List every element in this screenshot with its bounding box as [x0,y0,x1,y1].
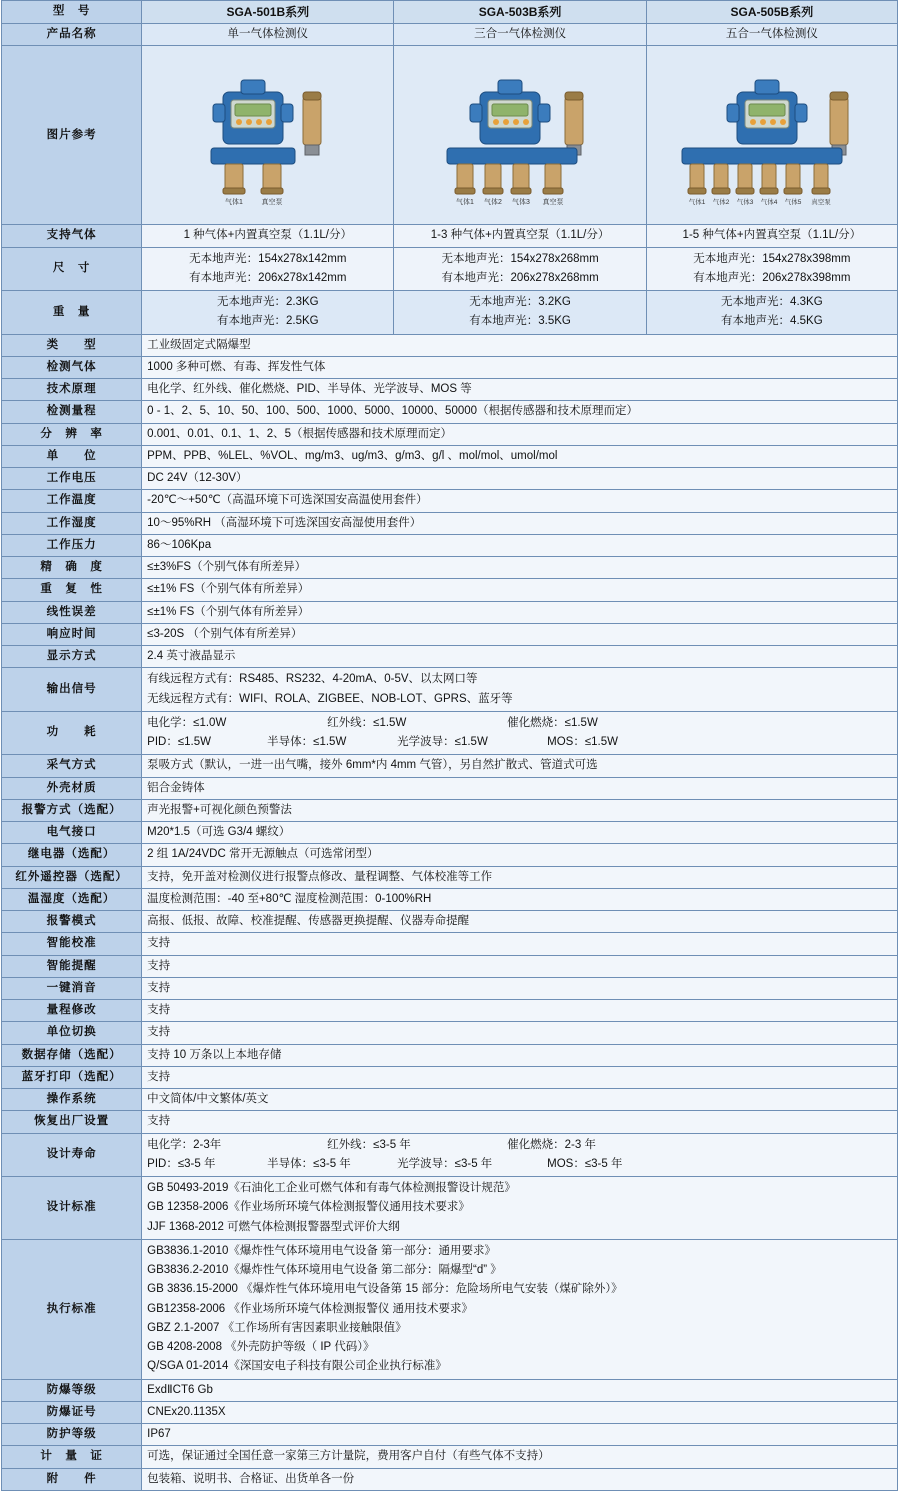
row-label-principle: 技术原理 [2,379,142,401]
row-label-ip-level: 防护等级 [2,1424,142,1446]
life-pid: PID：≤3-5 年 [147,1157,216,1170]
table-row [2,623,898,645]
table-row [2,1066,898,1088]
table-row [2,247,898,291]
life-semi: 半导体：≤3-5 年 [267,1157,351,1170]
row-label-accuracy: 精 确 度 [2,557,142,579]
table-row [2,24,898,46]
value-bt-print-opt: 支持 [142,1066,898,1088]
svg-text:气体2: 气体2 [712,199,730,207]
exec-std-6: GB 4208-2008 《外壳防护等级（ IP 代码）》 [147,1341,375,1353]
size-1-line1: 无本地声光：154x278x142mm [189,252,347,265]
design-life-line2 [147,1155,892,1174]
output-wired: 有线远程方式有：RS485、RS232、4-20mA、0-5V、以太网口等 [147,673,478,686]
weight-1-line1: 无本地声光：2.3KG [216,296,319,308]
table-row [2,379,898,401]
table-row [2,866,898,888]
power-pid: PID：≤1.5W [147,736,211,748]
table-row [2,822,898,844]
life-optical: 光学波导：≤3-5 年 [397,1157,493,1170]
value-alarm-mode-opt: 声光报警+可视化颜色预警法 [142,799,898,821]
value-relay: 2 组 1A/24VDC 常开无源触点（可选常闭型） [142,844,898,866]
row-label-unit-switch: 单位切换 [2,1022,142,1044]
row-label-interface: 电气接口 [2,822,142,844]
power-electro: 电化学：≤1.0W [147,716,227,729]
value-accuracy: ≤±3%FS（个别气体有所差异） [142,557,898,579]
value-design-std [142,1177,898,1240]
table-row [2,977,898,999]
value-response: ≤3-20S （个别气体有所差异） [142,623,898,645]
table-row [2,1177,898,1240]
life-electro: 电化学：2-3年 [147,1138,222,1151]
value-range-mod: 支持 [142,1000,898,1022]
table-row [2,46,898,225]
row-label-humidity: 工作湿度 [2,512,142,534]
svg-text:气体1: 气体1 [456,199,475,207]
row-label-remote: 红外遥控器（选配） [2,866,142,888]
table-row [2,1424,898,1446]
value-ex-cert: CNEx20.1135X [142,1401,898,1423]
weight-2-line1: 无本地声光：3.2KG [469,296,571,308]
row-label-ex-level: 防爆等级 [2,1379,142,1401]
value-repeat: ≤±1% FS（个别气体有所差异） [142,579,898,601]
device-image-1 [142,46,394,225]
size-3 [646,247,897,291]
exec-std-7: Q/SGA 01-2014《深国安电子科技有限公司企业执行标准》 [147,1360,447,1373]
model-title-2: SGA-503B系列 [394,1,646,24]
row-label-exec-std: 执行标准 [2,1239,142,1379]
row-label-model: 型 号 [2,1,142,24]
detector-svg-2 [405,52,635,212]
value-temperature: -20℃～+50℃（高温环境下可选深国安高温使用套件） [142,490,898,512]
value-linear: ≤±1% FS（个别气体有所差异） [142,601,898,623]
weight-2-line2: 有本地声光：3.5KG [469,315,571,328]
value-ip-level: IP67 [142,1424,898,1446]
table-row [2,646,898,668]
weight-1-line2: 有本地声光：2.5KG [216,315,319,328]
design-std-3: JJF 1368-2012 可燃气体检测报警器型式评价大纲 [147,1220,400,1233]
row-label-pressure: 工作压力 [2,534,142,556]
power-cat: 催化燃烧：≤1.5W [507,716,598,729]
device-image-3 [646,46,897,225]
model-title-3: SGA-505B系列 [646,1,897,24]
value-ex-level: ExdⅡCT6 Gb [142,1379,898,1401]
value-exec-std [142,1239,898,1379]
table-row [2,668,898,712]
table-row [2,1,898,24]
row-label-detect-gas: 检测气体 [2,356,142,378]
table-row [2,1401,898,1423]
row-label-range: 检测量程 [2,401,142,423]
row-label-smart-remind: 智能提醒 [2,955,142,977]
value-smart-remind: 支持 [142,955,898,977]
value-display: 2.4 英寸液晶显示 [142,646,898,668]
power-ir: 红外线：≤1.5W [327,716,407,729]
weight-3-line2: 有本地声光：4.5KG [721,315,823,328]
size-2 [394,247,646,291]
table-row [2,1239,898,1379]
row-label-size: 尺 寸 [2,247,142,291]
table-row [2,1133,898,1177]
table-row [2,1468,898,1490]
row-label-alarm-mode-opt: 报警方式（选配） [2,799,142,821]
support-gas-2: 1-3 种气体+内置真空泵（1.1L/分） [394,225,646,247]
life-cat: 催化燃烧：2-3 年 [507,1138,596,1151]
table-row [2,1111,898,1133]
size-3-line1: 无本地声光：154x278x398mm [693,252,851,265]
row-label-support-gas: 支持气体 [2,225,142,247]
product-name-1: 单一气体检测仪 [142,24,394,46]
power-semi: 半导体：≤1.5W [267,736,347,748]
value-humidity: 10～95%RH （高湿环境下可选深国安高湿使用套件） [142,512,898,534]
design-std-2: GB 12358-2006《作业场所环境气体检测报警仪通用技术要求》 [147,1201,470,1214]
table-row [2,1044,898,1066]
value-design-life [142,1133,898,1177]
detector-svg-3 [652,52,892,212]
table-row [2,1379,898,1401]
value-principle: 电化学、红外线、催化燃烧、PID、半导体、光学波导、MOS 等 [142,379,898,401]
detector-illustration-2 [405,52,635,212]
product-name-2: 三合一气体检测仪 [394,24,646,46]
row-label-image-ref: 图片参考 [2,46,142,225]
table-row [2,1089,898,1111]
row-label-smart-cal: 智能校准 [2,933,142,955]
exec-std-1: GB3836.1-2010《爆炸性气体环境用电气设备 第一部分：通用要求》 [147,1244,497,1257]
value-pressure: 86～106Kpa [142,534,898,556]
size-3-line2: 有本地声光：206x278x398mm [693,271,851,284]
svg-text:气体5: 气体5 [784,199,802,207]
table-row [2,1446,898,1468]
row-label-weight: 重 量 [2,291,142,335]
value-unit: PPM、PPB、%LEL、%VOL、mg/m3、ug/m3、g/m3、g/l 、mol/mol、umol/mol [142,445,898,467]
detector-illustration-1 [153,52,383,212]
table-row [2,933,898,955]
value-metrology: 可选，保证通过全国任意一家第三方计量院，费用客户自付（有些气体不支持） [142,1446,898,1468]
power-line2 [147,733,892,752]
table-row [2,1022,898,1044]
table-row [2,1000,898,1022]
value-range: 0 - 1、2、5、10、50、100、500、1000、5000、10000、50000（根据传感器和技术原理而定） [142,401,898,423]
life-mos: MOS：≤3-5 年 [547,1157,623,1170]
value-interface: M20*1.5（可选 G3/4 螺纹） [142,822,898,844]
table-row [2,334,898,356]
detector-illustration-3 [652,52,892,212]
row-label-unit: 单 位 [2,445,142,467]
row-label-design-std: 设计标准 [2,1177,142,1240]
exec-std-2: GB3836.2-2010《爆炸性气体环境用电气设备 第二部分：隔爆型“d” 》 [147,1264,502,1276]
svg-text:气体1: 气体1 [688,199,706,207]
size-2-line2: 有本地声光：206x278x268mm [441,271,599,284]
table-row [2,777,898,799]
table-row [2,888,898,910]
exec-std-3: GB 3836.15-2000 《爆炸性气体环境用电气设备第 15 部分：危险场所电气安装（煤矿除外）》 [147,1283,623,1296]
table-row [2,601,898,623]
svg-text:气体2: 气体2 [484,199,503,207]
svg-text:气体3: 气体3 [512,199,531,207]
svg-text:真空泵: 真空泵 [811,199,831,207]
value-smart-cal: 支持 [142,933,898,955]
power-optical: 光学波导：≤1.5W [397,736,488,748]
value-remote: 支持，免开盖对检测仪进行报警点修改、量程调整、气体校准等工作 [142,866,898,888]
value-temp-hum-opt: 温度检测范围：-40 至+80℃ 湿度检测范围：0-100%RH [142,888,898,910]
value-detect-gas: 1000 多种可燃、有毒、挥发性气体 [142,356,898,378]
row-label-accessory: 附 件 [2,1468,142,1490]
row-label-bt-print-opt: 蓝牙打印（选配） [2,1066,142,1088]
weight-1 [142,291,394,335]
row-label-display: 显示方式 [2,646,142,668]
spec-table [1,0,898,1491]
row-label-metrology: 计 量 证 [2,1446,142,1468]
row-label-resolution: 分 辨 率 [2,423,142,445]
row-label-design-life: 设计寿命 [2,1133,142,1177]
support-gas-3: 1-5 种气体+内置真空泵（1.1L/分） [646,225,897,247]
svg-text:气体1: 气体1 [224,199,243,207]
row-label-relay: 继电器（选配） [2,844,142,866]
value-os: 中文简体/中文繁体/英文 [142,1089,898,1111]
weight-3-line1: 无本地声光：4.3KG [721,296,823,308]
size-1 [142,247,394,291]
table-row [2,711,898,755]
value-one-key: 支持 [142,977,898,999]
table-row [2,557,898,579]
value-storage-opt: 支持 10 万条以上本地存储 [142,1044,898,1066]
table-row [2,512,898,534]
row-label-alarm-mode: 报警模式 [2,911,142,933]
svg-text:真空泵: 真空泵 [261,199,283,207]
table-row [2,490,898,512]
value-voltage: DC 24V（12-30V） [142,468,898,490]
value-unit-switch: 支持 [142,1022,898,1044]
svg-text:气体3: 气体3 [736,199,754,207]
table-row [2,534,898,556]
row-label-sampling: 采气方式 [2,755,142,777]
row-label-factory-reset: 恢复出厂设置 [2,1111,142,1133]
row-label-temp-hum-opt: 温湿度（选配） [2,888,142,910]
design-std-1: GB 50493-2019《石油化工企业可燃气体和有毒气体检测报警设计规范》 [147,1182,516,1194]
size-2-line1: 无本地声光：154x278x268mm [441,252,599,265]
weight-3 [646,291,897,335]
value-power [142,711,898,755]
row-label-power: 功 耗 [2,711,142,755]
value-output [142,668,898,712]
device-image-2 [394,46,646,225]
value-sampling: 泵吸方式（默认，一进一出气嘴，接外 6mm*内 4mm 气管），另自然扩散式、管道式可选 [142,755,898,777]
model-title-1: SGA-501B系列 [142,1,394,24]
weight-2 [394,291,646,335]
svg-text:真空泵: 真空泵 [542,199,564,207]
detector-svg-1 [153,52,383,212]
row-label-type: 类 型 [2,334,142,356]
output-wireless: 无线远程方式有：WIFI、ROLA、ZIGBEE、NOB-LOT、GPRS、蓝牙等 [147,692,513,705]
table-row [2,755,898,777]
row-label-one-key: 一键消音 [2,977,142,999]
row-label-voltage: 工作电压 [2,468,142,490]
row-label-storage-opt: 数据存储（选配） [2,1044,142,1066]
exec-std-5: GBZ 2.1-2007 《工作场所有害因素职业接触限值》 [147,1321,407,1334]
table-row [2,844,898,866]
svg-text:气体4: 气体4 [760,199,778,207]
size-1-line2: 有本地声光：206x278x142mm [189,271,347,284]
row-label-product-name: 产品名称 [2,24,142,46]
row-label-linear: 线性误差 [2,601,142,623]
table-row [2,445,898,467]
row-label-shell: 外壳材质 [2,777,142,799]
support-gas-1: 1 种气体+内置真空泵（1.1L/分） [142,225,394,247]
row-label-response: 响应时间 [2,623,142,645]
table-row [2,579,898,601]
value-accessory: 包装箱、说明书、合格证、出货单各一份 [142,1468,898,1490]
value-factory-reset: 支持 [142,1111,898,1133]
exec-std-4: GB12358-2006 《作业场所环境气体检测报警仪 通用技术要求》 [147,1302,474,1315]
row-label-repeat: 重 复 性 [2,579,142,601]
table-row [2,955,898,977]
table-row [2,356,898,378]
value-resolution: 0.001、0.01、0.1、1、2、5（根据传感器和技术原理而定） [142,423,898,445]
value-shell: 铝合金铸体 [142,777,898,799]
power-line1 [147,714,892,733]
table-row [2,468,898,490]
value-type: 工业级固定式隔爆型 [142,334,898,356]
table-row [2,225,898,247]
row-label-os: 操作系统 [2,1089,142,1111]
power-mos: MOS：≤1.5W [547,736,619,748]
row-label-output: 输出信号 [2,668,142,712]
table-row [2,423,898,445]
table-row [2,401,898,423]
value-alarm-mode: 高报、低报、故障、校准提醒、传感器更换提醒、仪器寿命提醒 [142,911,898,933]
table-row [2,799,898,821]
row-label-range-mod: 量程修改 [2,1000,142,1022]
life-ir: 红外线：≤3-5 年 [327,1138,411,1151]
row-label-temperature: 工作温度 [2,490,142,512]
table-row [2,911,898,933]
design-life-line1 [147,1136,892,1155]
table-row [2,291,898,335]
row-label-ex-cert: 防爆证号 [2,1401,142,1423]
product-name-3: 五合一气体检测仪 [646,24,897,46]
